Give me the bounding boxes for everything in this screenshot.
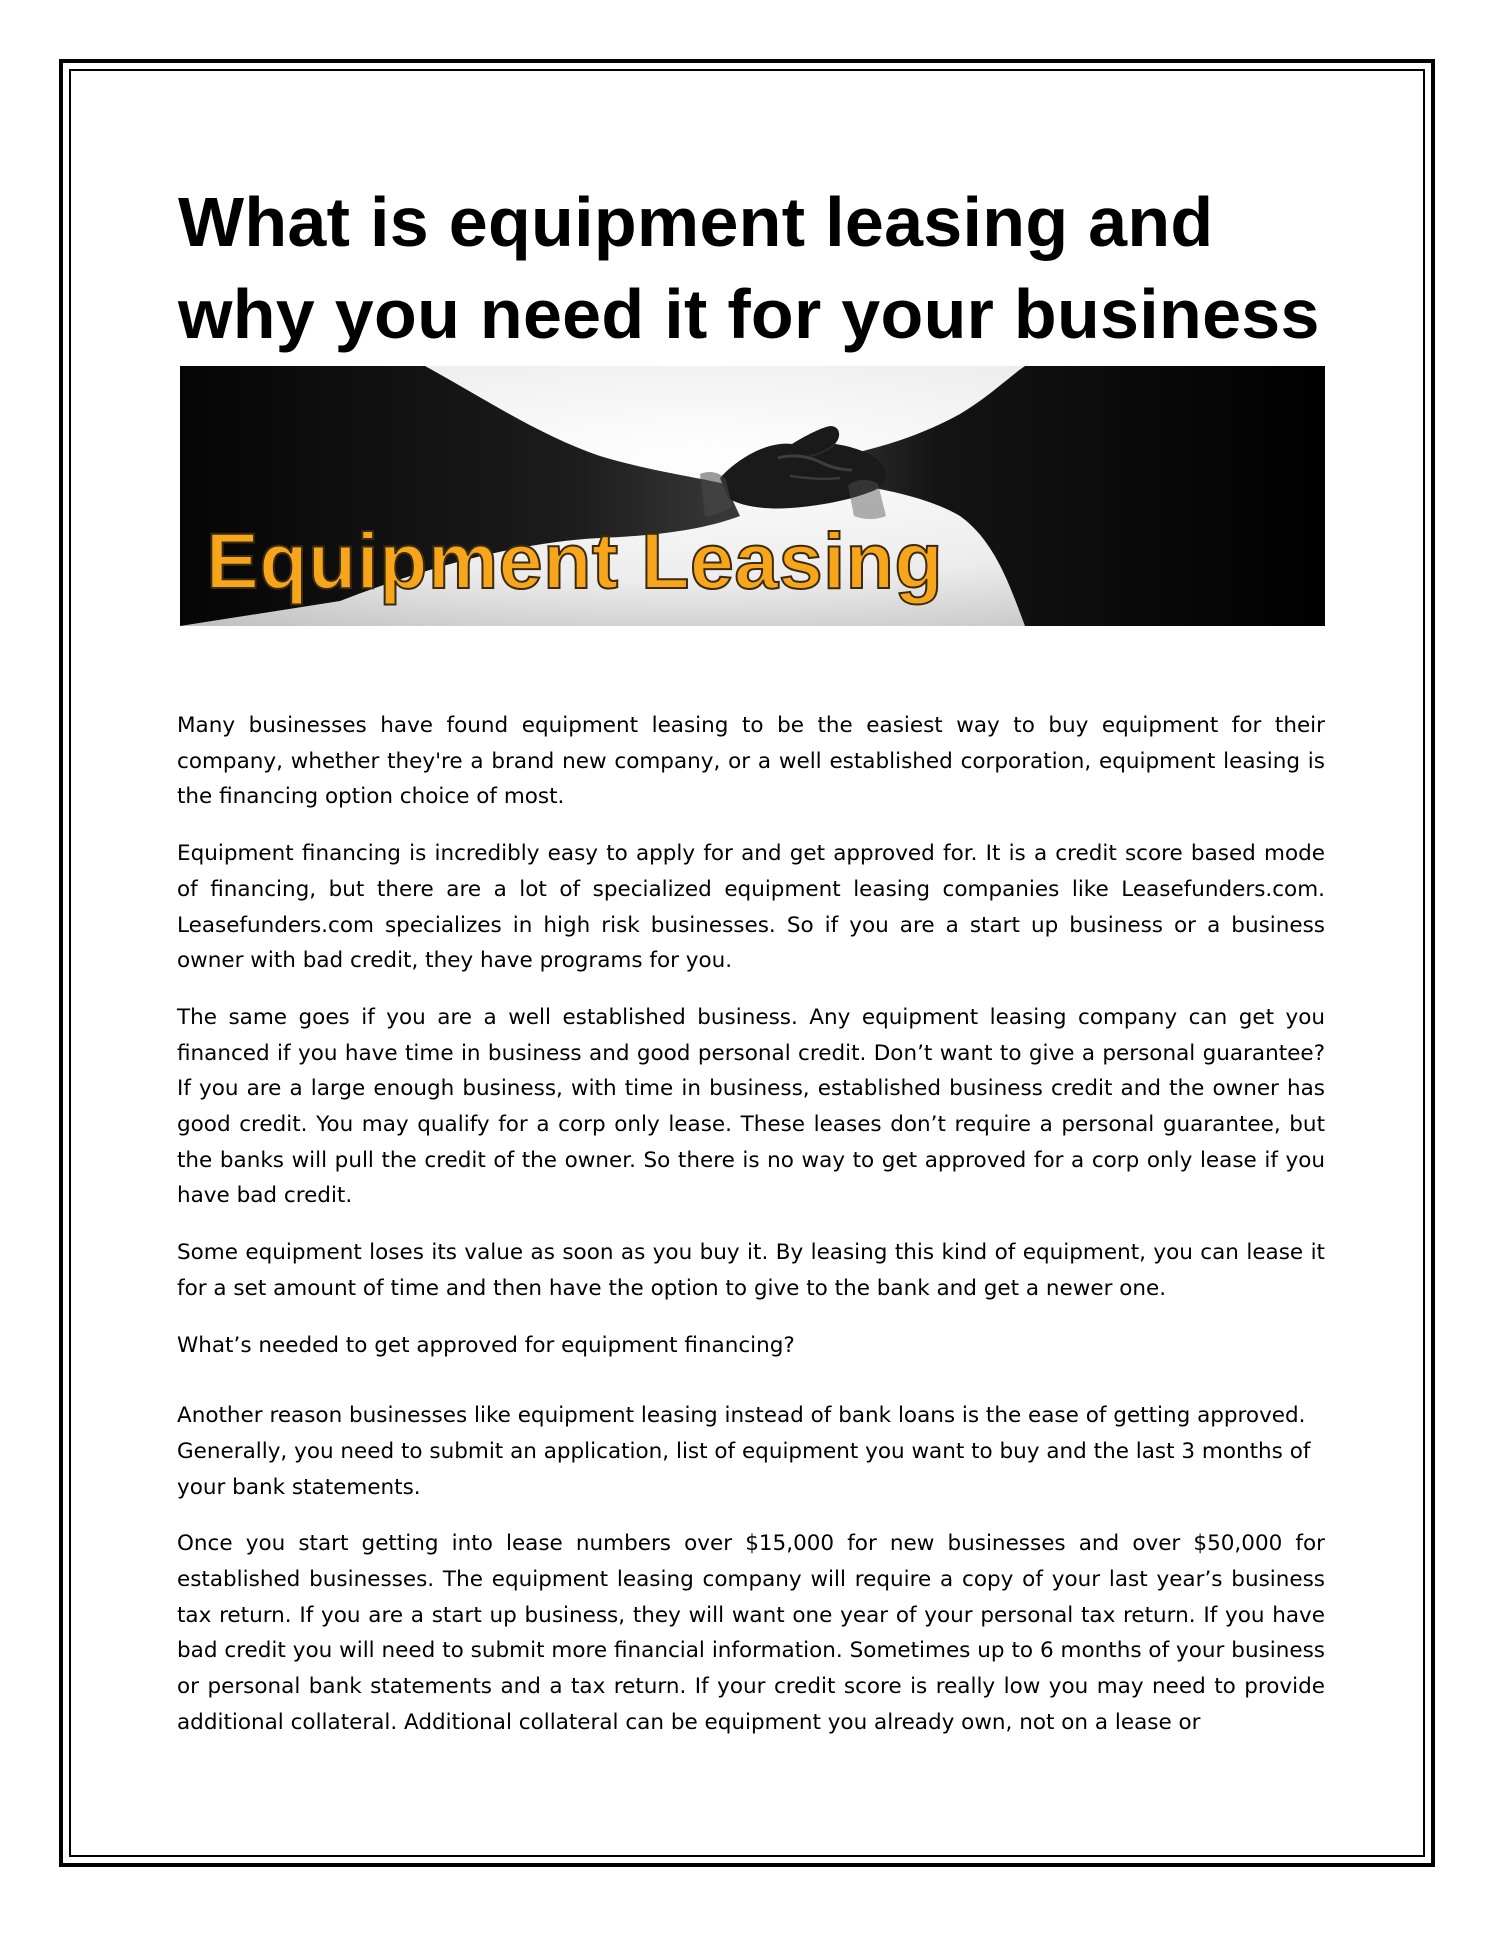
paragraph: Another reason businesses like equipment leasing instead of bank loans is the ease of getting approved. Generally, you need to submit an application, list of equipment you want to buy and the last 3 months of your bank statements. — [177, 1403, 1311, 1500]
equipment-leasing-banner — [180, 366, 1325, 626]
banner-title: Equipment Leasing — [206, 516, 944, 605]
paragraph: Some equipment loses its value as soon as you buy it. By leasing this kind of equipment, you can lease it for a set amount of time and then have the option to give to the bank and get a newer one. — [177, 1240, 1325, 1301]
paragraph: Once you start getting into lease numbers over $15,000 for new businesses and over $50,000 for established businesses. The equipment leasing company will require a copy of your last year’s business tax return. If you are a start up business, they will want one year of your personal tax return. If you have bad credit you will need to submit more financial information. Sometimes up to 6 months of your business or personal bank statements and a tax return. If your credit score is really low you may need to provide additional collateral. Additional collateral can be equipment you already own, not on a lease or — [177, 1531, 1325, 1735]
paragraph: Many businesses have found equipment leasing to be the easiest way to buy equipment for their company, whether they're a brand new company, or a well established corporation, equipment leasing is the financing option choice of most. — [177, 713, 1325, 810]
section-question: What’s needed to get approved for equipment financing? — [177, 1332, 795, 1358]
article-body — [177, 708, 1325, 1762]
article-title: What is equipment leasing and why you need it for your business — [178, 183, 1320, 353]
paragraph: The same goes if you are a well established business. Any equipment leasing company can get you financed if you have time in business and good personal credit. Don’t want to give a personal guarantee? If you are a large enough business, with time in business, established business credit and the owner has good credit. You may qualify for a corp only lease. These leases don’t require a personal guarantee, but the banks will pull the credit of the owner. So there is no way to get approved for a corp only lease if you have bad credit. — [177, 1004, 1325, 1209]
paragraph: Equipment financing is incredibly easy to apply for and get approved for. It is a credit score based mode of financing, but there are a lot of specialized equipment leasing companies like Leasefunders.com. Leasefunders.com specializes in high risk businesses. So if you are a start up business or a business owner with bad credit, they have programs for you. — [177, 841, 1325, 974]
